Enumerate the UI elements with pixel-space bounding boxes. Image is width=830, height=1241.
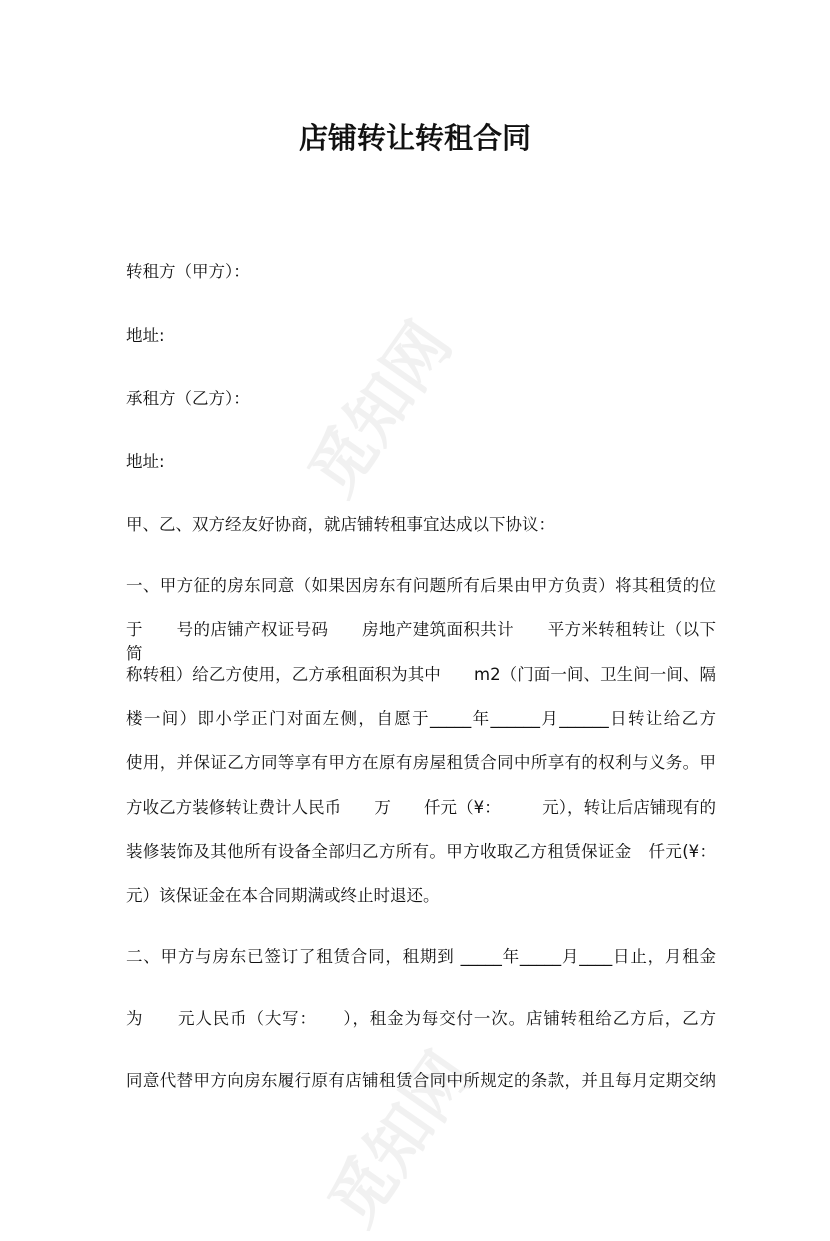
clause2-line: 为 元人民币（大写： ），租金为每交付一次。店铺转租给乙方后，乙方 xyxy=(126,1009,716,1028)
party-b-label: 承租方（乙方）： xyxy=(126,389,250,408)
clause1-line: 方收乙方装修转让费计人民币 万 仟元（¥： 元），转让后店铺现有的 xyxy=(126,797,716,817)
watermark: 觅知网 xyxy=(295,309,467,510)
party-a-address: 地址: xyxy=(126,326,165,345)
clause1-line: 楼一间）即小学正门对面左侧，自愿于_____年______月______日转让给乙方 xyxy=(126,708,716,728)
clause1-line: 于 号的店铺产权证号码 房地产建筑面积共计 平方米转租转让（以下简 xyxy=(126,620,716,664)
clause1-line: 元）该保证金在本合同期满或终止时退还。 xyxy=(126,886,440,906)
clause1-line: 装修装饰及其他所有设备全部归乙方所有。甲方收取乙方租赁保证金 仟元(¥： xyxy=(126,841,716,861)
party-b-address: 地址: xyxy=(126,452,165,471)
clause1-line: 称转租）给乙方使用，乙方承租面积为其中 m2（门面一间、卫生间一间、隔 xyxy=(126,664,716,684)
clause2-line: 二、甲方与房东已签订了租赁合同，租期到 _____年_____月____日止，月租金 xyxy=(126,947,716,966)
party-a-label: 转租方（甲方）： xyxy=(126,262,250,281)
clause2-line: 同意代替甲方向房东履行原有店铺租赁合同中所规定的条款，并且每月定期交纳 xyxy=(126,1071,716,1090)
clause1-line: 一、甲方征的房东同意（如果因房东有问题所有后果由甲方负责）将其租赁的位 xyxy=(126,576,716,595)
watermark: 觅知网 xyxy=(315,1039,487,1240)
document-title: 店铺转让转租合同 xyxy=(298,121,531,155)
agreement-intro: 甲、乙、双方经友好协商，就店铺转租事宜达成以下协议： xyxy=(126,515,555,534)
clause1-line: 使用，并保证乙方同等享有甲方在原有房屋租赁合同中所享有的权利与义务。甲 xyxy=(126,753,716,773)
